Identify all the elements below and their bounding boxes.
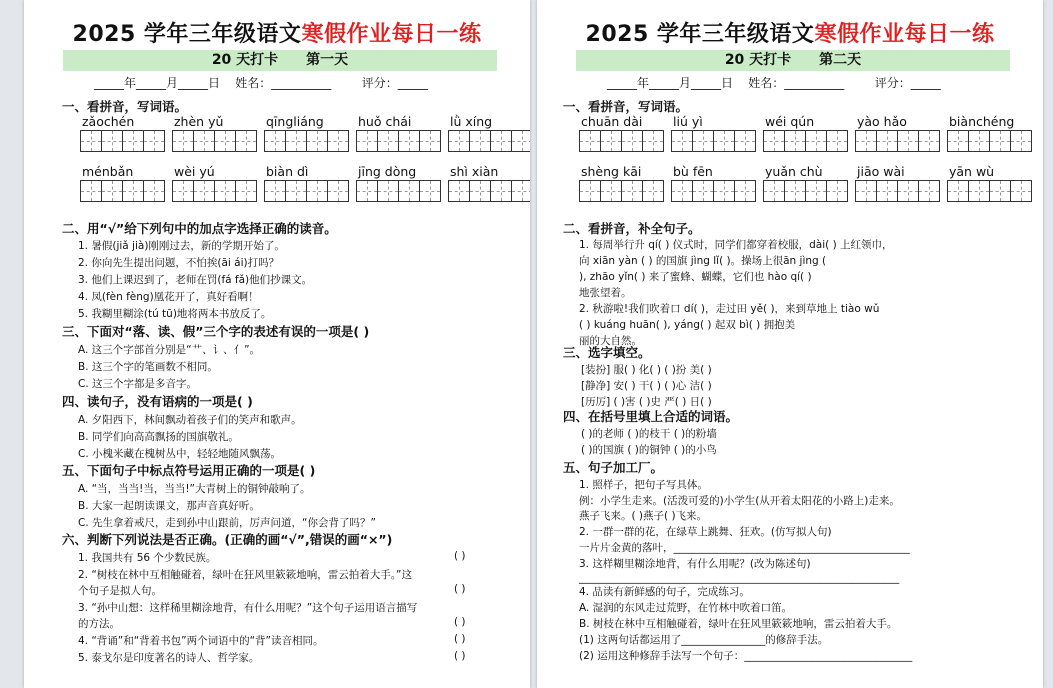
section-4-heading: 四、在括号里填上合适的词语。 [563,409,739,424]
bar-right: 第一天 [306,52,349,68]
writing-box[interactable] [897,180,919,202]
pinyin-word [264,164,349,202]
s2-line: 1. 每周举行升 qí( ) 仪式时，同学们都穿着校服，dài( ) 上红领巾， [579,239,893,251]
s2-line: 丽的大自然。 [579,335,642,347]
pinyin-word [947,114,1032,152]
s2-line: 1. 暑假(jiǎ jià)刚刚过去，新的学期开始了。 [78,240,285,252]
writing-box[interactable] [784,180,806,202]
section-4-heading: 四、读句子，没有语病的一项是( ) [62,394,253,409]
pinyin-text: biàn dì [266,164,309,179]
writing-box[interactable] [621,180,643,202]
pinyin-text: shì xiàn [450,164,499,179]
bar-left: 20 天打卡 [724,52,792,68]
pinyin-text: biànchéng [949,114,1015,129]
writing-boxes [264,130,349,152]
pinyin-word [671,114,756,152]
writing-box[interactable] [419,180,441,202]
writing-box[interactable] [968,130,990,152]
worksheet-page-day2 [537,0,1043,688]
s4-line: ( )的国旗 ( )的铜钟 ( )的小鸟 [581,444,717,456]
s6-line: 5. 泰戈尔是印度著名的诗人、哲学家。 [78,652,260,664]
writing-box[interactable] [763,130,785,152]
writing-box[interactable] [897,130,919,152]
section-5-heading: 五、下面句子中标点符号运用正确的一项是( ) [62,463,316,478]
pinyin-word [448,164,530,202]
section-5-heading: 五、句子加工厂。 [563,460,664,475]
writing-boxes [448,180,530,202]
pinyin-text: jiāo wài [857,164,905,179]
pinyin-word [763,164,848,202]
writing-boxes [172,180,257,202]
writing-box[interactable] [511,180,530,202]
writing-boxes [671,130,756,152]
s5-line: (1) 这两句话都运用了________________的修辞手法。 [579,634,829,646]
s2-line: 地张望着。 [579,287,632,299]
writing-boxes [855,130,940,152]
pinyin-word [172,114,257,152]
s3-option: C. 这三个字都是多音字。 [78,378,198,390]
section-3-heading: 三、选字填空。 [563,345,651,360]
pinyin-word [855,164,940,202]
bar-right: 第二天 [819,52,862,68]
writing-box[interactable] [193,180,215,202]
writing-boxes [763,180,848,202]
writing-box[interactable] [855,130,877,152]
pinyin-text: wéi qún [765,114,815,129]
writing-box[interactable] [855,180,877,202]
writing-box[interactable] [1010,180,1032,202]
writing-box[interactable] [469,180,491,202]
pinyin-word [264,114,349,152]
writing-box[interactable] [671,130,693,152]
writing-box[interactable] [285,180,307,202]
pinyin-text: wèi yú [174,164,215,179]
s3-line: [装扮] 服( ) 化( ) ( )扮 美( ) [581,364,712,376]
s5-option: B. 大家一起朗读课文，那声音真好听。 [78,500,260,512]
writing-box[interactable] [989,180,1011,202]
pinyin-text: yào hǎo [857,114,907,129]
writing-box[interactable] [193,130,215,152]
writing-box[interactable] [122,180,144,202]
writing-box[interactable] [621,130,643,152]
s5-line: 燕子飞来。( )燕子( )飞来。 [579,510,708,522]
writing-box[interactable] [101,180,123,202]
writing-box[interactable] [947,180,969,202]
s2-line: 向 xiān yàn ( ) 的国旗 jìng lǐ( )。操场上很ān jìng ( [579,255,827,267]
s5-line: 例：小学生走来。(活泼可爱的)小学生(从开着太阳花的小路上)走来。 [579,495,900,507]
writing-boxes [579,130,664,152]
writing-box[interactable] [784,130,806,152]
s3-option: B. 这三个字的笔画数不相同。 [78,361,218,373]
writing-box[interactable] [511,130,530,152]
worksheet-page-day1 [24,0,530,688]
pinyin-text: zǎochén [82,114,135,129]
day-bar [576,50,1010,71]
writing-box[interactable] [692,180,714,202]
writing-box[interactable] [805,130,827,152]
writing-box[interactable] [264,130,286,152]
answer-paren: ( ) [454,550,466,562]
s2-line: ( ) kuáng huān( ), yáng( ) 起双 bì( ) 拥抱美 [579,319,796,331]
s2-line: 4. 凤(fèn fèng)凰花开了，真好看啊！ [78,291,259,303]
writing-box[interactable] [356,180,378,202]
s5-option: C. 先生拿着戒尺，走到孙中山跟前，厉声问道，“你会背了吗？” [78,517,376,529]
writing-box[interactable] [419,130,441,152]
writing-box[interactable] [713,130,735,152]
writing-box[interactable] [490,180,512,202]
writing-boxes [855,180,940,202]
s5-line: 2. 一群一群的花，在绿草上跳舞、狂欢。(仿写拟人句) [579,526,832,538]
pinyin-text: yuǎn chù [765,164,823,179]
bar-left: 20 天打卡 [211,52,279,68]
s2-line: 5. 我糊里糊涂(tú tū)地将两本书放反了。 [78,308,272,320]
writing-box[interactable] [214,180,236,202]
writing-box[interactable] [918,180,940,202]
writing-box[interactable] [1010,130,1032,152]
writing-box[interactable] [101,130,123,152]
writing-box[interactable] [671,180,693,202]
s5-line: 一片片金黄的落叶，_____________________________________________ [579,542,910,554]
pinyin-text: qīngliáng [266,114,324,129]
s5-line: 1. 照样子，把句子写具体。 [579,479,708,491]
s5-line: A. 湿润的东风走过荒野，在竹林中吹着口笛。 [579,602,793,614]
writing-boxes [264,180,349,202]
pinyin-text: huǒ chái [358,114,412,129]
pinyin-word [80,164,165,202]
answer-paren: ( ) [454,616,466,628]
writing-box[interactable] [642,130,664,152]
answer-paren: ( ) [454,583,466,595]
writing-box[interactable] [327,130,349,152]
writing-box[interactable] [235,130,257,152]
pinyin-text: jīng dòng [358,164,417,179]
s2-line: 2. 你向先生提出问题，不怕挨(āi ái)打吗？ [78,257,280,269]
writing-box[interactable] [214,130,236,152]
title-black: 2025 学年三年级语文 [72,22,302,47]
writing-box[interactable] [826,180,848,202]
pinyin-text: lǜ xíng [450,114,493,129]
writing-box[interactable] [327,180,349,202]
title-red: 寒假作业每日一练 [814,22,995,47]
s6-line: 2. “树枝在林中互相触碰着，绿叶在狂风里簌簌地响，雷云拍着大手。”这 [78,569,412,581]
writing-boxes [356,180,441,202]
s3-option: A. 这三个字部首分别是“艹、讠、亻”。 [78,344,261,356]
writing-box[interactable] [80,130,102,152]
writing-box[interactable] [642,180,664,202]
pinyin-word [855,114,940,152]
writing-box[interactable] [876,130,898,152]
s5-line: _____________________________________________________________ [579,572,900,584]
pinyin-text: bù fēn [673,164,713,179]
pinyin-word [579,164,664,202]
s6-line: 3. “孙中山想：这样稀里糊涂地背，有什么用呢？”这个句子运用语言描写 [78,602,418,614]
s5-line: (2) 运用这种修辞手法写一个句子：________________________________ [579,650,913,662]
s3-line: [静净] 安( ) 干( ) ( )心 洁( ) [581,380,712,392]
writing-box[interactable] [356,130,378,152]
s5-option: A. “当，当当!当，当当!”大青树上的铜钟敲响了。 [78,483,311,495]
title-red: 寒假作业每日一练 [301,22,482,47]
pinyin-word [579,114,664,152]
writing-box[interactable] [579,180,601,202]
student-info-line: _____年_____月_____日 姓名：__________ 评分：_____ [607,76,941,90]
writing-box[interactable] [377,130,399,152]
answer-paren: ( ) [454,650,466,662]
s5-line: 4. 品读有新鲜感的句子，完成练习。 [579,586,750,598]
writing-box[interactable] [734,180,756,202]
s4-option: A. 夕阳西下，林间飘动着孩子们的笑声和歌声。 [78,414,302,426]
writing-box[interactable] [398,180,420,202]
writing-box[interactable] [579,130,601,152]
pinyin-word [356,114,441,152]
writing-box[interactable] [264,180,286,202]
writing-box[interactable] [600,180,622,202]
pinyin-word [947,164,1032,202]
s6-line: 1. 我国共有 56 个少数民族。 [78,552,217,564]
writing-boxes [763,130,848,152]
writing-box[interactable] [398,130,420,152]
student-info-line: _____年_____月_____日 姓名：__________ 评分：_____ [94,76,428,90]
writing-box[interactable] [448,130,470,152]
writing-box[interactable] [143,180,165,202]
writing-box[interactable] [143,130,165,152]
writing-box[interactable] [692,130,714,152]
section-2-heading: 二、用“√”给下列句中的加点字选择正确的读音。 [62,221,337,236]
writing-boxes [356,130,441,152]
s2-line: ), zhāo yǐn( ) 来了蜜蜂、蝴蝶，它们也 hào qí( ) [579,271,812,283]
writing-box[interactable] [172,180,194,202]
pinyin-word [356,164,441,202]
writing-box[interactable] [448,180,470,202]
writing-boxes [947,130,1032,152]
section-1-heading: 一、看拼音，写词语。 [62,99,188,114]
s5-line: 3. 这样糊里糊涂地背，有什么用呢？(改为陈述句) [579,558,811,570]
pinyin-text: chuān dài [581,114,643,129]
writing-box[interactable] [80,180,102,202]
s4-option: B. 同学们向高高飘扬的国旗敬礼。 [78,431,239,443]
writing-box[interactable] [235,180,257,202]
pinyin-word [172,164,257,202]
writing-box[interactable] [713,180,735,202]
writing-boxes [671,180,756,202]
writing-box[interactable] [377,180,399,202]
pinyin-text: liú yì [673,114,703,129]
writing-box[interactable] [918,130,940,152]
answer-paren: ( ) [454,633,466,645]
s6-line: 的方法。 [78,618,120,630]
writing-box[interactable] [172,130,194,152]
section-3-heading: 三、下面对“落、读、假”三个字的表述有误的一项是( ) [62,324,370,339]
s4-line: ( )的老师 ( )的枝干 ( )的粉墙 [581,428,717,440]
section-6-heading: 六、判断下列说法是否正确。(正确的画“√”,错误的画“×”) [62,532,393,547]
writing-box[interactable] [600,130,622,152]
writing-boxes [947,180,1032,202]
writing-box[interactable] [122,130,144,152]
s6-line: 4. “背诵”和“背着书包”两个词语中的“背”读音相同。 [78,635,324,647]
pinyin-word [763,114,848,152]
writing-box[interactable] [947,130,969,152]
day-bar [63,50,497,71]
s2-line: 3. 他们上课迟到了，老师在罚(fá fǎ)他们抄课文。 [78,274,313,286]
writing-box[interactable] [306,130,328,152]
writing-boxes [579,180,664,202]
writing-boxes [80,130,165,152]
pinyin-word [80,114,165,152]
writing-boxes [448,130,530,152]
writing-box[interactable] [968,180,990,202]
s5-line: B. 树枝在林中互相触碰着，绿叶在狂风里簌簌地响，雷云拍着大手。 [579,618,898,630]
writing-box[interactable] [469,130,491,152]
page-title [24,17,530,48]
s3-line: [历厉] ( )害 ( )史 严( ) 日( ) [581,396,712,408]
section-1-heading: 一、看拼音，写词语。 [563,99,689,114]
writing-boxes [80,180,165,202]
pinyin-word [671,164,756,202]
pinyin-text: ménbǎn [82,164,134,179]
title-black: 2025 学年三年级语文 [585,22,815,47]
s4-option: C. 小槐米藏在槐树丛中，轻轻地随风飘荡。 [78,448,282,460]
writing-box[interactable] [490,130,512,152]
pinyin-text: yān wù [949,164,995,179]
pinyin-text: shèng kāi [581,164,642,179]
s2-line: 2. 秋游啦!我们吹着口 dí( )，走过田 yě( )，来到草地上 tiào wǔ [579,303,880,315]
page-title [537,17,1043,48]
writing-box[interactable] [805,180,827,202]
pinyin-text: zhèn yǔ [174,114,224,129]
writing-box[interactable] [734,130,756,152]
writing-boxes [172,130,257,152]
writing-box[interactable] [285,130,307,152]
pinyin-word [448,114,530,152]
writing-box[interactable] [876,180,898,202]
section-2-heading: 二、看拼音，补全句子。 [563,221,701,236]
s6-line: 个句子是拟人句。 [78,585,162,597]
writing-box[interactable] [989,130,1011,152]
writing-box[interactable] [826,130,848,152]
writing-box[interactable] [306,180,328,202]
writing-box[interactable] [763,180,785,202]
